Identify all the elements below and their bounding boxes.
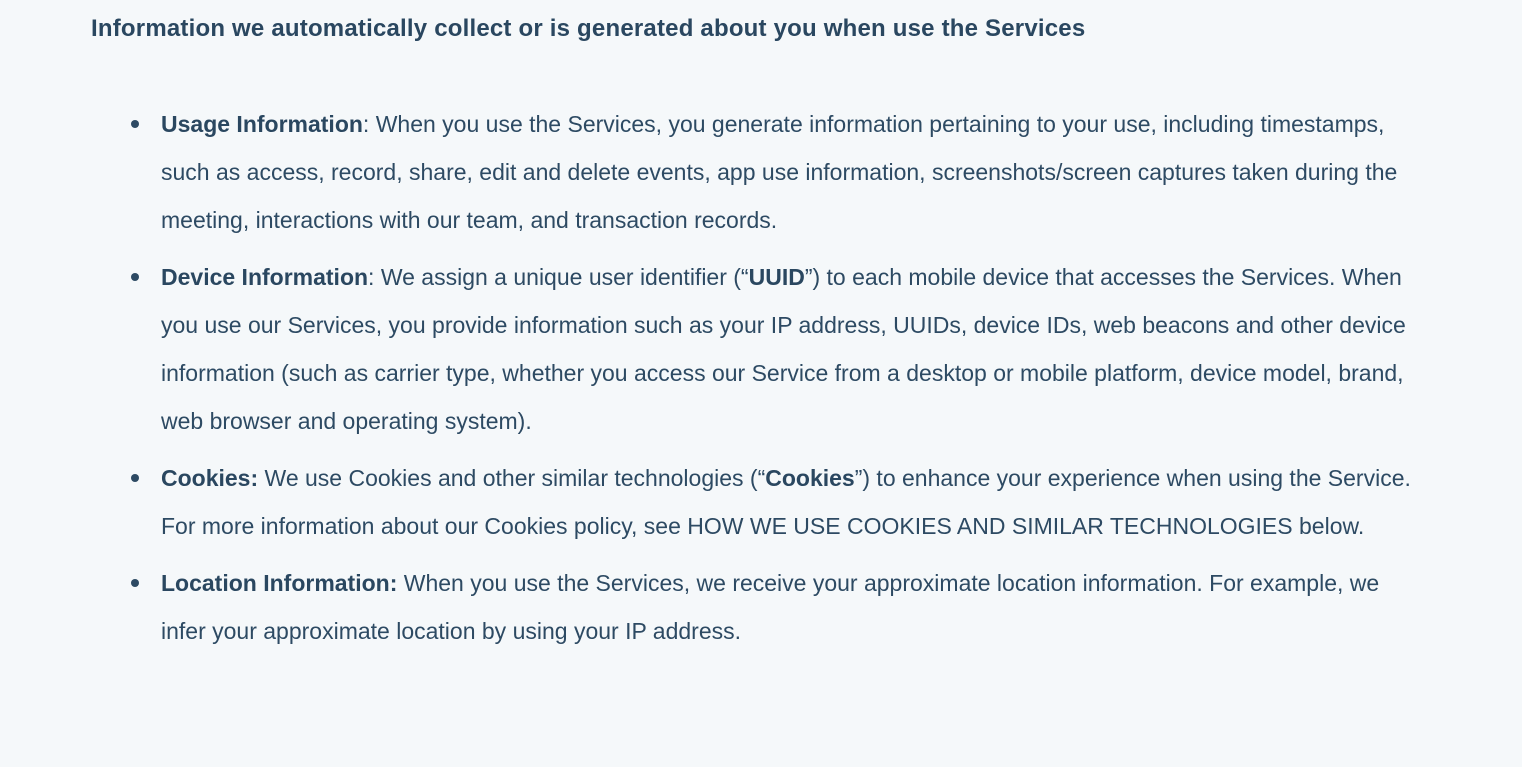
body-text: We use Cookies and other similar technologies (“: [258, 465, 766, 491]
list-item: [129, 559, 1414, 655]
body-text: : When you use the Services, you generate information pertaining to your use, including timestamps, such as access, record, share, edit and delete events, app use information, screenshots/screen captures taken during the meeting, interactions with our team, and transaction records.: [161, 111, 1398, 233]
body-text: ”) to enhance your experience when using the Service. For more information about our Cookies policy, see HOW WE USE COOKIES AND SIMILAR TECHNOLOGIES below.: [161, 465, 1411, 539]
list-item: [129, 454, 1414, 550]
info-list: [91, 100, 1522, 655]
bold-term: Cookies:: [161, 465, 259, 491]
body-text: When you use the Services, we receive your approximate location information. For example, we infer your approximate location by using your IP address.: [161, 570, 1380, 644]
body-text: : We assign a unique user identifier (“: [368, 264, 749, 290]
bold-term: Cookies: [765, 465, 855, 491]
bold-term: UUID: [748, 264, 805, 290]
bold-term: Location Information:: [161, 570, 398, 596]
body-text: ”) to each mobile device that accesses the Services. When you use our Services, you provide information such as your IP address, UUIDs, device IDs, web beacons and other device information (such as carrier type, whether you access our Service from a desktop or mobile platform, device model, brand, web browser and operating system).: [161, 264, 1406, 434]
bold-term: Usage Information: [161, 111, 363, 137]
list-item: [129, 253, 1414, 445]
bold-term: Device Information: [161, 264, 369, 290]
list-item: [129, 100, 1414, 244]
section-heading: Information we automatically collect or is generated about you when use the Services: [91, 15, 1086, 42]
